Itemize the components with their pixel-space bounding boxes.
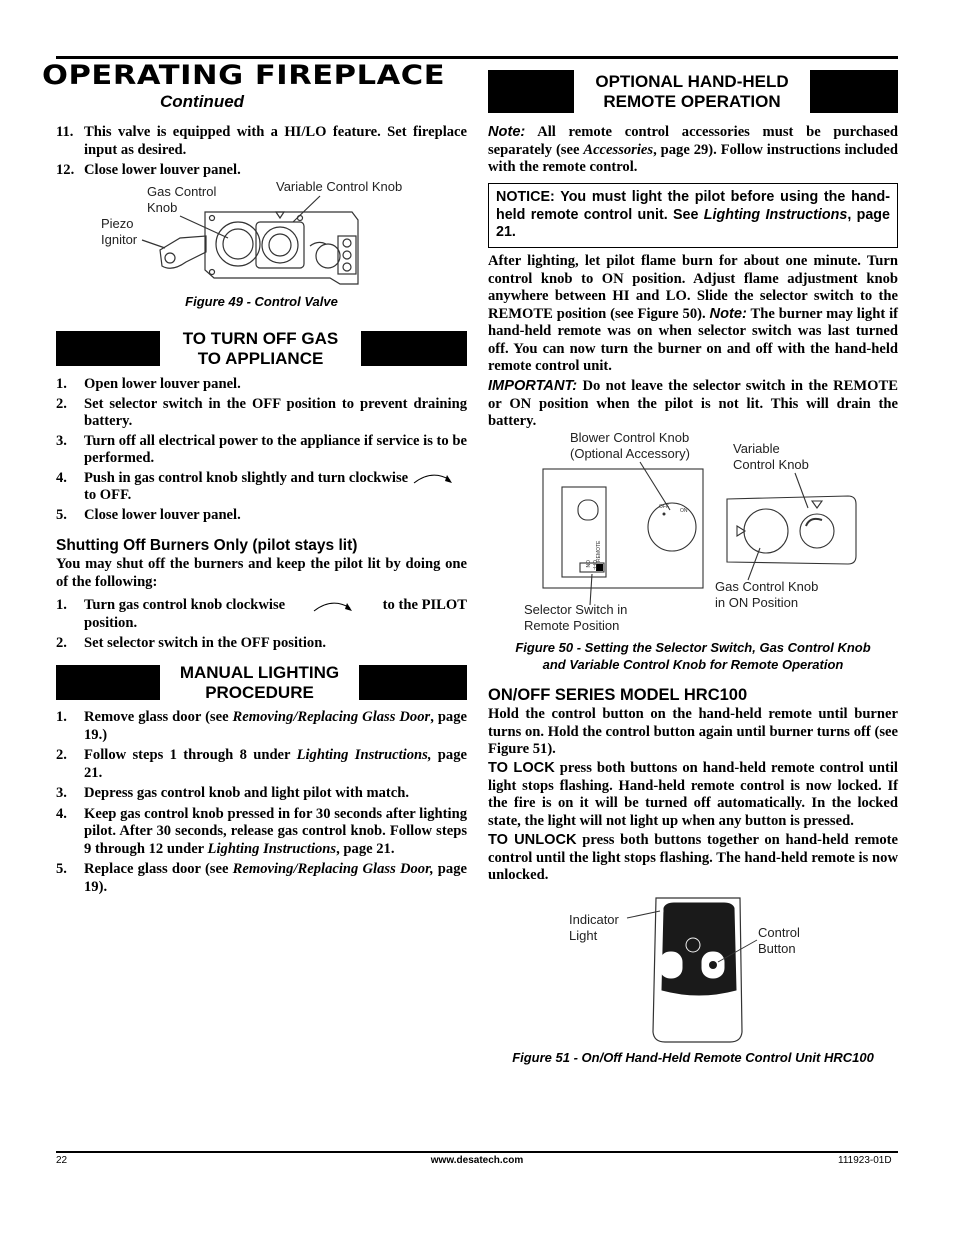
remote-note: Note: All remote control accessories must be purchased separately (see Accessories, page 29). Follow instructions included with the remote control.	[488, 124, 899, 175]
fig51-label-indicator: Indicator Light	[569, 912, 619, 943]
section-heading-remote: OPTIONAL HAND-HELD REMOTE OPERATION	[488, 70, 898, 113]
list-item: 1. Remove glass door (see Removing/Replacing Glass Door, page 19.)	[56, 709, 468, 743]
list-item: 2. Follow steps 1 through 8 under Lighting Instructions, page 21.	[56, 747, 467, 781]
fig50-label-blower: Blower Control Knob (Optional Accessory)	[570, 430, 690, 461]
fig49-caption: Figure 49 - Control Valve	[185, 294, 338, 309]
fig51-caption: Figure 51 - On/Off Hand-Held Remote Control Unit HRC100	[512, 1050, 874, 1065]
hrc100-lock: TO LOCK press both buttons on hand-held remote control until light stops flashing. Hand-held remote control is now locked. If the fire is on it will be turned off automatically. In the locked state, the light will not light up when any button is pressed.	[488, 760, 898, 829]
fig50-switch-remote: REMOTE	[596, 540, 602, 562]
fig49-label-variable: Variable Control Knob	[276, 179, 403, 194]
list-item: 4. Push in gas control knob slightly and turn clockwise to OFF.	[56, 470, 467, 505]
fig50-label-variable: Variable Control Knob	[733, 441, 809, 472]
list-item: 1. Open lower louver panel.	[56, 376, 241, 392]
hrc100-heading: ON/OFF SERIES MODEL HRC100	[488, 686, 748, 704]
doc-code: 111923-01D	[838, 1155, 892, 1166]
fig51-label-control: Control Button	[758, 925, 800, 956]
list-item: 3. Turn off all electrical power to the appliance if service is to be performed.	[56, 432, 467, 466]
page-number: 22	[56, 1155, 68, 1166]
list-item: 3. Depress gas control knob and light pilot with match.	[56, 785, 410, 801]
list-item: 12. Close lower louver panel.	[56, 162, 241, 178]
fig50-switch-on: ON	[584, 560, 590, 568]
list-item: 11. This valve is equipped with a HI/LO feature. Set fireplace input as desired.	[56, 124, 467, 158]
hrc100-para: Hold the control button on the hand-held remote until burner turns on. Hold the control button again until burner turns off (see Figure 51).	[488, 706, 898, 757]
fig50-label-selector: Selector Switch in Remote Position	[524, 602, 628, 633]
section-heading-manual-lighting: MANUAL LIGHTING PROCEDURE	[56, 665, 467, 700]
section-heading-turn-off: TO TURN OFF GAS TO APPLIANCE	[56, 331, 467, 366]
list-item: 1. Turn gas control knob clockwise to the PILOT position.	[56, 597, 467, 631]
list-item: 5. Replace glass door (see Removing/Replacing Glass Door, page 19).	[56, 861, 467, 895]
list-item: 4. Keep gas control knob pressed in for 30 seconds after lighting pilot. After 30 seconds, release gas control knob. Follow steps 9 through 12 under Lighting Instructions, page 21.	[56, 805, 467, 857]
fig50-knob-on: ON	[680, 508, 688, 514]
fig49-label-gas-control: Gas Control Knob	[147, 184, 217, 215]
continued-label: Continued	[160, 92, 245, 111]
fig50-label-gas-on: Gas Control Knob in ON Position	[715, 579, 819, 610]
hrc100-unlock: TO UNLOCK press both buttons together on hand-held remote control until the light stops flashing. The hand-held remote is now unlocked.	[488, 832, 898, 883]
fig50-caption: Figure 50 - Setting the Selector Switch, Gas Control Knob and Variable Control Knob for Remote Operation	[515, 640, 871, 672]
remote-para1: After lighting, let pilot flame burn for about one minute. Turn control knob to ON position. Adjust flame adjustment knob anywhere between HI and LO. Slide the selector switch to the REMOTE position (see Figure 50). Note: The burner may light if hand-held remote was on when selector switch was last turned off. You can now turn the burner on and off with the hand-held remote control unit.	[488, 253, 898, 374]
shutting-heading: Shutting Off Burners Only (pilot stays lit)	[56, 537, 358, 554]
bottom-rule	[56, 1151, 898, 1153]
website-link[interactable]: www.desatech.com	[430, 1155, 524, 1166]
footer-url	[0, 1155, 954, 1166]
list-item: 5. Close lower louver panel.	[56, 506, 241, 523]
fig50-knob-off: OFF	[659, 504, 669, 510]
list-item: 2. Set selector switch in the OFF position.	[56, 635, 326, 651]
notice-box: NOTICE: You must light the pilot before using the hand-held remote control unit. See Lighting Instructions, page 21.	[488, 183, 898, 248]
fig49-label-piezo: Piezo Ignitor	[101, 216, 138, 247]
fig50-switch-off: OFF	[591, 560, 597, 570]
remote-important: IMPORTANT: Do not leave the selector switch in the REMOTE or ON position when the pilot is not lit. This will drain the battery.	[488, 378, 898, 429]
page-title: OPERATING FIREPLACE	[42, 60, 446, 91]
list-item: 2. Set selector switch in the OFF position to prevent draining battery.	[56, 395, 467, 429]
shutting-intro: You may shut off the burners and keep the pilot lit by doing one of the following:	[56, 556, 467, 590]
